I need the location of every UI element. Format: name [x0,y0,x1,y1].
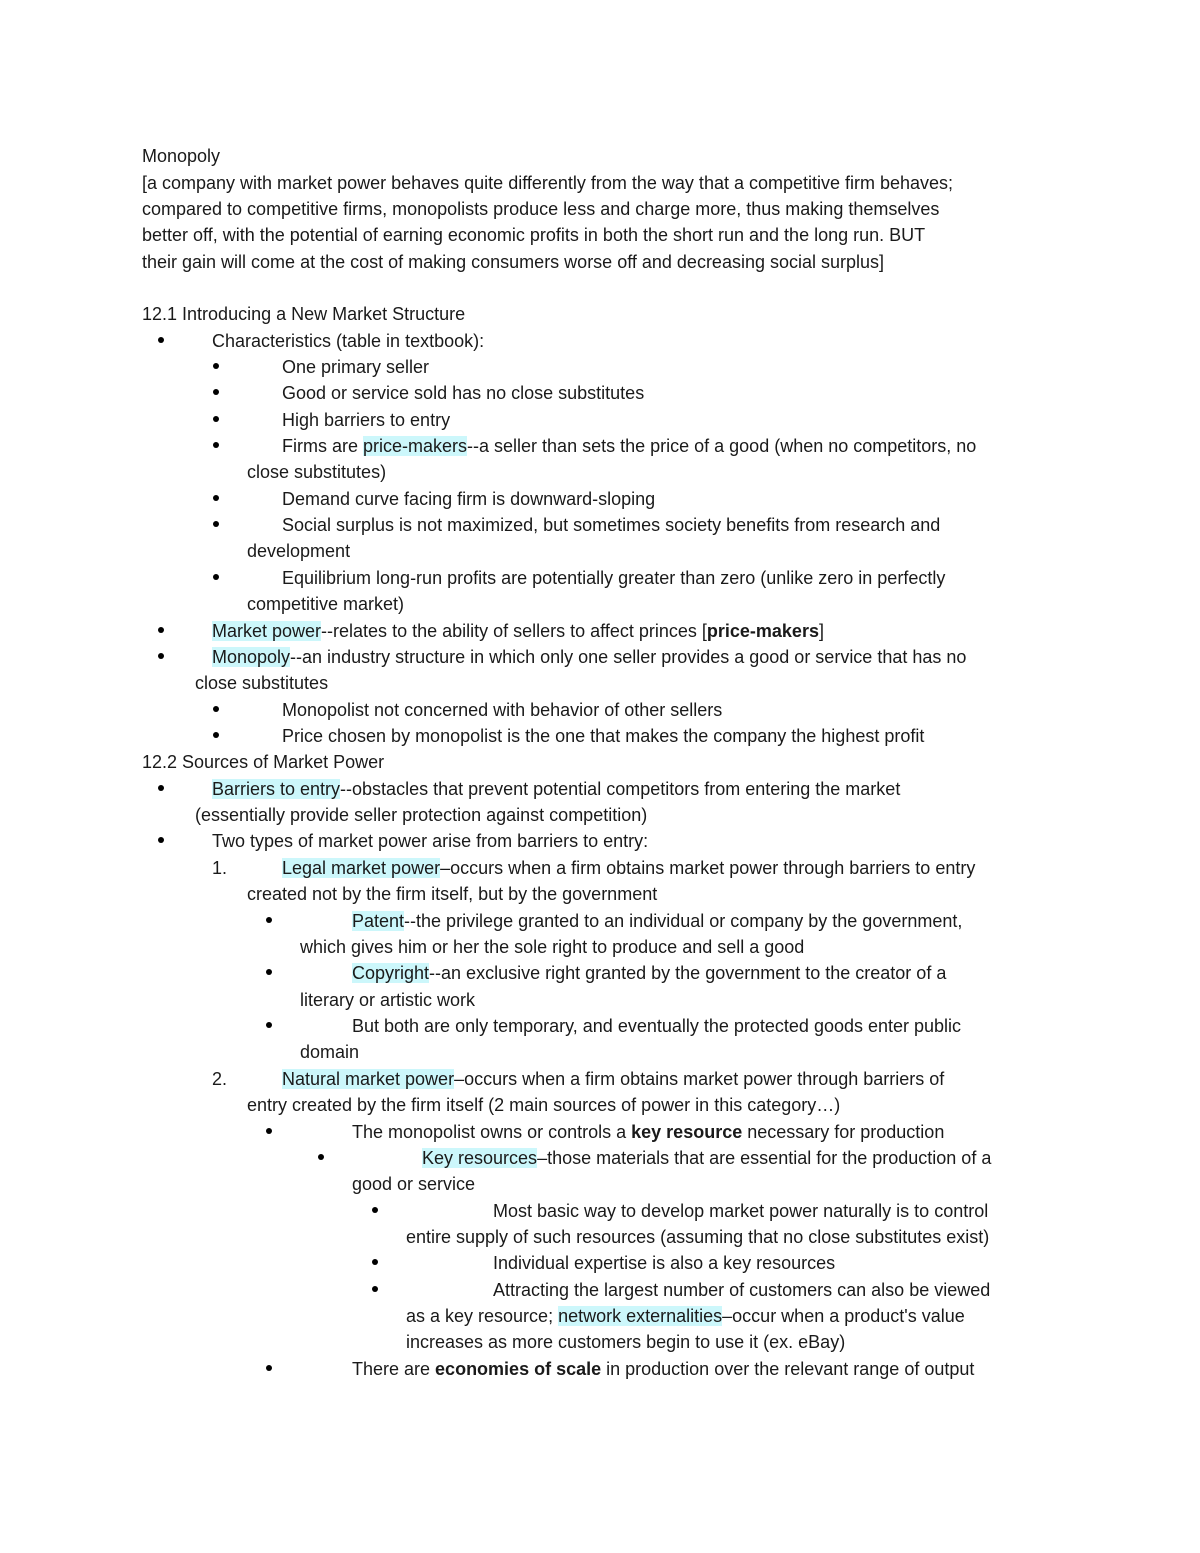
char-item-4-rest: --a seller than sets the price of a good (when no competitors, no [467,436,977,456]
monopoly-item-2: Price chosen by monopolist is the one that makes the company the highest profit [282,726,925,746]
page-title: Monopoly [142,146,221,166]
bullet-icon [213,363,219,369]
owns-bold: key resource [631,1122,743,1142]
market-power-rest: --relates to the ability of sellers to affect princes [ [321,621,707,641]
key-resources-rest: –those materials that are essential for the production of a [537,1148,992,1168]
char-item-7: Equilibrium long-run profits are potentially greater than zero (unlike zero in perfectly [282,568,946,588]
char-item-3: High barriers to entry [282,410,451,430]
copyright-def [352,962,946,984]
eos-bold: economies of scale [435,1359,602,1379]
char-item-4-cont: close substitutes) [247,462,387,482]
attracting-pre: as a key resource; [406,1306,559,1326]
legal-power-rest: –occurs when a firm obtains market power through barriers to entry [440,858,976,878]
char-item-2: Good or service sold has no close substitutes [282,383,645,403]
owns-pre: The monopolist owns or controls a [352,1122,632,1142]
bullet-icon [372,1207,378,1213]
bullet-icon [266,1128,272,1134]
owns-post: necessary for production [742,1122,945,1142]
bullet-icon [318,1154,324,1160]
bullet-icon [158,337,164,343]
monopoly-rest: --an industry structure in which only one seller provides a good or service that has no [290,647,967,667]
term-natural-market-power: Natural market power [282,1069,455,1089]
network-externalities-rest: –occur when a product's value [722,1306,965,1326]
patent-rest: --the privilege granted to an individual or company by the government, [404,911,963,931]
barriers-def [212,778,900,800]
term-barriers-to-entry: Barriers to entry [212,779,341,799]
bullet-icon [158,785,164,791]
char-item-6-cont: development [247,541,351,561]
attracting-line: Attracting the largest number of customers can also be viewed [493,1280,991,1300]
network-externalities-def [406,1305,965,1327]
eos-pre: There are [352,1359,436,1379]
expertise-line: Individual expertise is also a key resources [493,1253,836,1273]
bullet-icon [213,732,219,738]
natural-power-def [282,1068,944,1090]
patent-cont: which gives him or her the sole right to produce and sell a good [300,937,805,957]
copyright-cont: literary or artistic work [300,990,476,1010]
intro-line-3: better off, with the potential of earning economic profits in both the short run and the long run. BUT [142,225,926,245]
term-patent: Patent [352,911,405,931]
term-monopoly: Monopoly [212,647,291,667]
bullet-icon [213,521,219,527]
bullet-icon [213,574,219,580]
list-number-1: 1. [212,858,228,878]
char-item-6: Social surplus is not maximized, but sometimes society benefits from research and [282,515,941,535]
owns-line [352,1121,944,1143]
intro-line-4: their gain will come at the cost of making consumers worse off and decreasing social surplus] [142,252,885,272]
term-legal-market-power: Legal market power [282,858,441,878]
copyright-rest: --an exclusive right granted by the government to the creator of a [429,963,947,983]
legal-power-cont: created not by the firm itself, but by the government [247,884,658,904]
legal-power-def [282,857,975,879]
bullet-icon [266,969,272,975]
key-resources-def [422,1147,991,1169]
monopoly-def [212,646,966,668]
market-power-bold: price-makers [706,621,819,641]
term-network-externalities: network externalities [558,1306,723,1326]
char-item-7-cont: competitive market) [247,594,405,614]
bullet-icon [213,416,219,422]
intro-line-1: [a company with market power behaves quite differently from the way that a competitive firm behaves; [142,173,954,193]
bullet-icon [372,1259,378,1265]
char-item-4-pre: Firms are [282,436,363,456]
basic-way-line: Most basic way to develop market power naturally is to control [493,1201,989,1221]
term-price-makers: price-makers [363,436,468,456]
network-externalities-cont: increases as more customers begin to use it (ex. eBay) [406,1332,846,1352]
bullet-icon [372,1286,378,1292]
barriers-def-cont: (essentially provide seller protection against competition) [195,805,648,825]
bullet-icon [213,706,219,712]
barriers-rest: --obstacles that prevent potential competitors from entering the market [340,779,901,799]
term-market-power: Market power [212,621,322,641]
char-item-5: Demand curve facing firm is downward-sloping [282,489,656,509]
bullet-icon [213,442,219,448]
two-types-line: Two types of market power arise from barriers to entry: [212,831,649,851]
characteristics-label: Characteristics (table in textbook): [212,331,485,351]
market-power-end: ] [818,621,824,641]
key-resources-cont: good or service [352,1174,476,1194]
list-number-2: 2. [212,1069,228,1089]
bullet-icon [158,837,164,843]
temporary-line: But both are only temporary, and eventually the protected goods enter public [352,1016,962,1036]
monopoly-item-1: Monopolist not concerned with behavior of other sellers [282,700,723,720]
intro-line-2: compared to competitive firms, monopolists produce less and charge more, thus making themselves [142,199,940,219]
monopoly-def-cont: close substitutes [195,673,329,693]
section-heading-12-1: 12.1 Introducing a New Market Structure [142,304,466,324]
bullet-icon [266,917,272,923]
bullet-icon [266,1022,272,1028]
economies-of-scale-line [352,1358,974,1380]
eos-post: in production over the relevant range of output [601,1359,975,1379]
temporary-cont: domain [300,1042,360,1062]
bullet-icon [266,1365,272,1371]
basic-way-cont: entire supply of such resources (assuming that no close substitutes exist) [406,1227,990,1247]
term-key-resources: Key resources [422,1148,538,1168]
char-item-4 [282,435,976,457]
bullet-icon [158,653,164,659]
bullet-icon [213,389,219,395]
term-copyright: Copyright [352,963,430,983]
patent-def [352,910,962,932]
natural-power-cont: entry created by the firm itself (2 main sources of power in this category…) [247,1095,841,1115]
natural-power-rest: –occurs when a firm obtains market power through barriers of [454,1069,945,1089]
section-heading-12-2: 12.2 Sources of Market Power [142,752,385,772]
bullet-icon [158,627,164,633]
market-power-def [212,620,824,642]
bullet-icon [213,495,219,501]
char-item-1: One primary seller [282,357,430,377]
